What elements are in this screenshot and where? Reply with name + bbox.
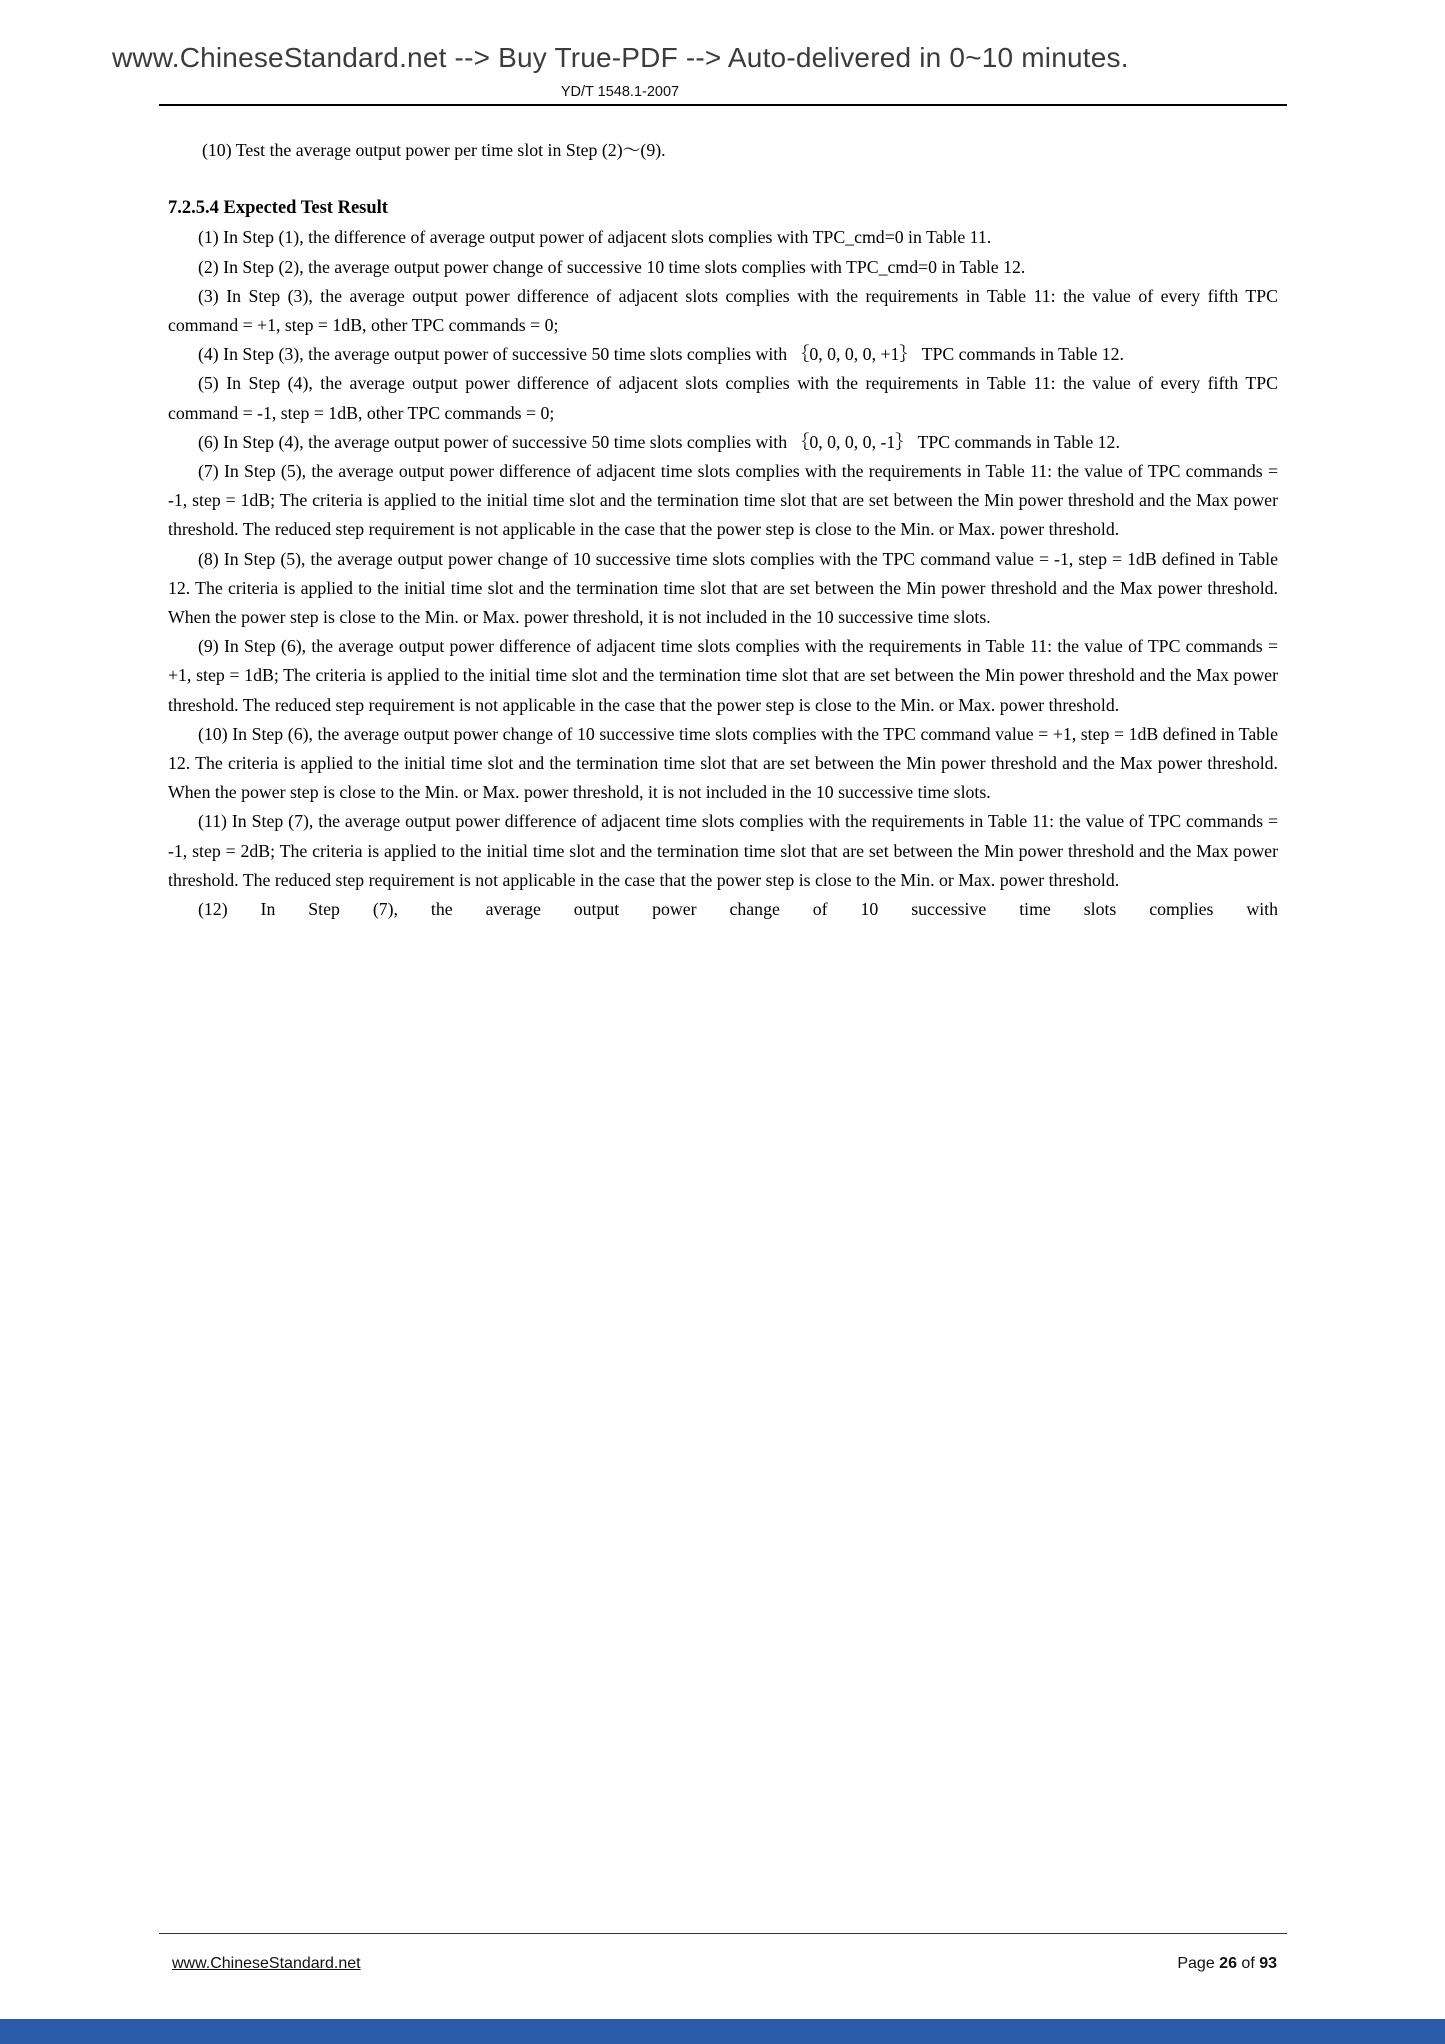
body-paragraph: (12) In Step (7), the average output power change of 10 successive time slots complies with bbox=[198, 899, 1278, 920]
document-body bbox=[168, 136, 1278, 924]
body-paragraph: (1) In Step (1), the difference of average output power of adjacent slots complies with TPC_cmd=0 in Table 11. bbox=[198, 227, 992, 248]
page-number bbox=[1177, 1955, 1277, 1973]
section-heading: 7.2.5.4 Expected Test Result bbox=[168, 198, 388, 219]
header-rule bbox=[159, 104, 1287, 106]
body-paragraph: (11) In Step (7), the average output power difference of adjacent time slots complies with the requirements in Table 11: the value of TPC commands = -1, step = 2dB; The criteria is applied to the initial time slot and the termination time slot that are set between the Min power threshold and the Max power threshold. The reduced step requirement is not applicable in the case that the power step is close to the Min. or Max. power threshold. bbox=[168, 811, 1278, 890]
paragraph-list bbox=[168, 223, 1278, 924]
page-number-current: 26 bbox=[1219, 1955, 1237, 1972]
bottom-blue-bar bbox=[0, 2019, 1445, 2044]
body-paragraph: (2) In Step (2), the average output power change of successive 10 time slots complies with TPC_cmd=0 in Table 12. bbox=[198, 256, 1026, 277]
doc-id: YD/T 1548.1-2007 bbox=[560, 84, 680, 100]
body-paragraph: (4) In Step (3), the average output power of successive 50 time slots complies with ｛0, 0, 0, 0, +1｝ TPC commands in Table 12. bbox=[198, 344, 1125, 365]
body-paragraph: (6) In Step (4), the average output power of successive 50 time slots complies with ｛0, 0, 0, 0, -1｝ TPC commands in Table 12. bbox=[198, 431, 1120, 452]
paragraph-intro: (10) Test the average output power per time slot in Step (2)～(9). bbox=[202, 140, 666, 160]
body-paragraph: (7) In Step (5), the average output power difference of adjacent time slots complies with the requirements in Table 11: the value of TPC commands = -1, step = 1dB; The criteria is applied to the initial time slot and the termination time slot that are set between the Min power threshold and the Max power threshold. The reduced step requirement is not applicable in the case that the power step is close to the Min. or Max. power threshold. bbox=[168, 461, 1278, 540]
header-banner: www.ChineseStandard.net --> Buy True-PDF --> Auto-delivered in 0~10 minutes. bbox=[112, 42, 1129, 73]
body-paragraph: (5) In Step (4), the average output power difference of adjacent slots complies with the requirements in Table 11: the value of every fifth TPC command = -1, step = 1dB, other TPC commands = 0; bbox=[168, 373, 1278, 423]
body-paragraph: (10) In Step (6), the average output power change of 10 successive time slots complies with the TPC command value = +1, step = 1dB defined in Table 12. The criteria is applied to the initial time slot and the termination time slot that are set between the Min power threshold and the Max power threshold. When the power step is close to the Min. or Max. power threshold, it is not included in the 10 successive time slots. bbox=[168, 723, 1278, 803]
page-number-total: 93 bbox=[1259, 1955, 1277, 1972]
footer-rule bbox=[159, 1933, 1287, 1934]
body-paragraph: (3) In Step (3), the average output power difference of adjacent slots complies with the requirements in Table 11: the value of every fifth TPC command = +1, step = 1dB, other TPC commands = 0; bbox=[168, 285, 1278, 336]
page-number-prefix: Page bbox=[1177, 1955, 1220, 1972]
footer-link[interactable]: www.ChineseStandard.net bbox=[172, 1955, 361, 1972]
body-paragraph: (9) In Step (6), the average output power difference of adjacent time slots complies with the requirements in Table 11: the value of TPC commands = +1, step = 1dB; The criteria is applied to the initial time slot and the termination time slot that are set between the Min power threshold and the Max power threshold. The reduced step requirement is not applicable in the case that the power step is close to the Min. or Max. power threshold. bbox=[168, 636, 1278, 715]
page-number-separator: of bbox=[1236, 1955, 1260, 1972]
body-paragraph: (8) In Step (5), the average output power change of 10 successive time slots complies with the TPC command value = -1, step = 1dB defined in Table 12. The criteria is applied to the initial time slot and the termination time slot that are set between the Min power threshold and the Max power threshold. When the power step is close to the Min. or Max. power threshold, it is not included in the 10 successive time slots. bbox=[168, 548, 1278, 628]
